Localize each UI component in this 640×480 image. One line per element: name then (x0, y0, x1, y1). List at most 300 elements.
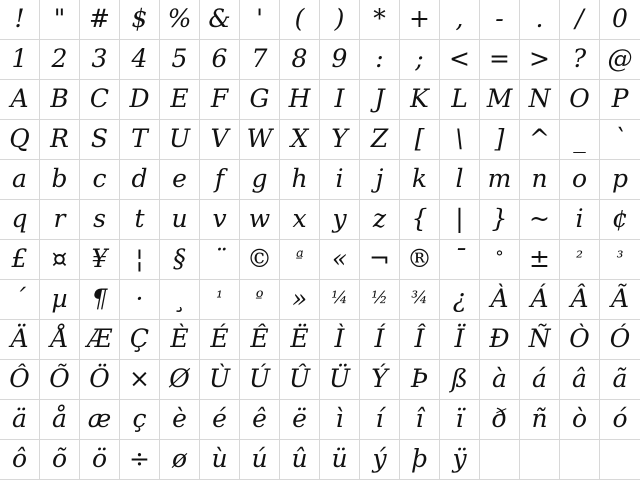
glyph-character: ! (14, 4, 25, 33)
glyph-cell[interactable] (280, 160, 320, 200)
glyph-cell[interactable] (160, 400, 200, 440)
glyph-character: Ú (248, 364, 271, 393)
glyph-character: ø (171, 444, 188, 473)
glyph-cell[interactable] (80, 40, 120, 80)
glyph-cell[interactable] (240, 320, 280, 360)
glyph-cell[interactable] (40, 240, 80, 280)
glyph-cell[interactable] (440, 440, 480, 480)
glyph-cell[interactable] (160, 80, 200, 120)
glyph-cell[interactable] (440, 200, 480, 240)
glyph-cell[interactable] (560, 440, 600, 480)
glyph-cell[interactable] (40, 0, 80, 40)
glyph-character: í (375, 404, 384, 433)
glyph-character: _ (573, 124, 586, 153)
glyph-character: ö (91, 444, 108, 473)
glyph-character: ¹ (216, 288, 223, 308)
glyph-character: { (411, 204, 428, 233)
glyph-cell[interactable] (120, 240, 160, 280)
glyph-cell[interactable] (80, 80, 120, 120)
glyph-cell[interactable] (400, 400, 440, 440)
glyph-cell[interactable] (280, 80, 320, 120)
glyph-cell[interactable] (320, 240, 360, 280)
glyph-cell[interactable] (200, 320, 240, 360)
glyph-cell[interactable] (0, 440, 40, 480)
glyph-character: ² (576, 248, 583, 268)
glyph-cell[interactable] (520, 440, 560, 480)
glyph-cell[interactable] (0, 280, 40, 320)
glyph-character: ä (12, 404, 27, 433)
glyph-cell[interactable] (120, 40, 160, 80)
glyph-character: Æ (86, 324, 113, 353)
glyph-cell[interactable] (320, 40, 360, 80)
glyph-cell[interactable] (520, 40, 560, 80)
glyph-cell[interactable] (480, 80, 520, 120)
glyph-character: E (170, 84, 189, 113)
glyph-cell[interactable] (40, 440, 80, 480)
glyph-cell[interactable] (240, 400, 280, 440)
glyph-character: V (210, 124, 229, 153)
glyph-character: Õ (49, 364, 70, 393)
glyph-character: h (291, 164, 308, 193)
glyph-character: * (373, 4, 386, 33)
glyph-character: Ï (454, 324, 465, 353)
glyph-character: F (210, 84, 229, 113)
glyph-cell[interactable] (200, 360, 240, 400)
glyph-cell[interactable] (80, 200, 120, 240)
glyph-cell[interactable] (440, 280, 480, 320)
glyph-character: 1 (11, 44, 28, 73)
glyph-cell[interactable] (200, 440, 240, 480)
glyph-character: è (172, 404, 187, 433)
glyph-cell[interactable] (120, 440, 160, 480)
glyph-character: $ (131, 4, 148, 33)
glyph-character: á (532, 364, 547, 393)
glyph-cell[interactable] (0, 320, 40, 360)
glyph-character: W (246, 124, 273, 153)
glyph-cell[interactable] (360, 240, 400, 280)
glyph-character: ì (335, 404, 344, 433)
glyph-character: % (167, 4, 192, 33)
glyph-character: § (173, 244, 186, 273)
glyph-character: Ó (609, 324, 631, 353)
glyph-cell[interactable] (0, 200, 40, 240)
glyph-cell[interactable] (160, 0, 200, 40)
glyph-cell[interactable] (0, 80, 40, 120)
glyph-character: Ä (10, 324, 29, 353)
glyph-cell[interactable] (80, 120, 120, 160)
glyph-cell[interactable] (160, 320, 200, 360)
glyph-character: m (487, 164, 512, 193)
glyph-cell[interactable] (480, 280, 520, 320)
glyph-character: Ò (569, 324, 590, 353)
glyph-cell[interactable] (360, 400, 400, 440)
glyph-cell[interactable] (480, 240, 520, 280)
glyph-character: Ý (371, 364, 388, 393)
glyph-cell[interactable] (360, 0, 400, 40)
glyph-cell[interactable] (360, 280, 400, 320)
glyph-character: ÷ (129, 444, 150, 473)
glyph-character: = (489, 44, 510, 73)
glyph-character: ý (372, 444, 387, 473)
glyph-cell[interactable] (600, 40, 640, 80)
glyph-cell[interactable] (600, 200, 640, 240)
glyph-cell[interactable] (0, 0, 40, 40)
glyph-cell[interactable] (240, 440, 280, 480)
glyph-cell[interactable] (600, 440, 640, 480)
glyph-cell[interactable] (440, 240, 480, 280)
glyph-cell[interactable] (600, 240, 640, 280)
glyph-cell[interactable] (520, 240, 560, 280)
glyph-cell[interactable] (320, 400, 360, 440)
glyph-character: Ü (328, 364, 351, 393)
glyph-character: C (89, 84, 110, 113)
glyph-cell[interactable] (120, 160, 160, 200)
glyph-character: Î (414, 324, 425, 353)
glyph-cell[interactable] (440, 160, 480, 200)
glyph-cell[interactable] (440, 320, 480, 360)
glyph-cell[interactable] (160, 40, 200, 80)
glyph-cell[interactable] (160, 280, 200, 320)
glyph-character: É (210, 324, 229, 353)
glyph-cell[interactable] (240, 40, 280, 80)
glyph-character: « (331, 244, 348, 273)
glyph-cell[interactable] (200, 0, 240, 40)
glyph-cell[interactable] (280, 440, 320, 480)
glyph-cell[interactable] (160, 440, 200, 480)
glyph-character: ¢ (612, 204, 628, 233)
glyph-character: Ë (290, 324, 309, 353)
glyph-cell[interactable] (40, 200, 80, 240)
glyph-cell[interactable] (120, 360, 160, 400)
glyph-character: ß (451, 364, 468, 393)
glyph-character: K (410, 84, 429, 113)
glyph-character: n (531, 164, 548, 193)
glyph-cell[interactable] (320, 80, 360, 120)
glyph-cell[interactable] (360, 320, 400, 360)
glyph-character: b (51, 164, 68, 193)
glyph-cell[interactable] (560, 200, 600, 240)
glyph-character: ` (613, 124, 627, 153)
glyph-character: & (208, 4, 231, 33)
glyph-cell[interactable] (600, 80, 640, 120)
glyph-cell[interactable] (520, 160, 560, 200)
glyph-cell[interactable] (400, 200, 440, 240)
glyph-cell[interactable] (200, 80, 240, 120)
glyph-cell[interactable] (280, 280, 320, 320)
glyph-cell[interactable] (0, 160, 40, 200)
glyph-cell[interactable] (480, 360, 520, 400)
glyph-character: G (249, 84, 270, 113)
glyph-character: ¼ (331, 288, 348, 308)
glyph-cell[interactable] (400, 80, 440, 120)
glyph-character: o (571, 164, 588, 193)
glyph-cell[interactable] (320, 120, 360, 160)
glyph-cell[interactable] (560, 0, 600, 40)
glyph-cell[interactable] (240, 80, 280, 120)
glyph-cell[interactable] (200, 400, 240, 440)
glyph-cell[interactable] (440, 80, 480, 120)
glyph-character: - (495, 4, 504, 33)
glyph-character: ] (494, 124, 505, 153)
glyph-character: ) (334, 4, 345, 33)
glyph-cell[interactable] (560, 320, 600, 360)
glyph-character: " (53, 4, 66, 33)
glyph-character: ó (612, 404, 628, 433)
glyph-character: ¶ (91, 284, 108, 313)
glyph-cell[interactable] (520, 280, 560, 320)
glyph-cell[interactable] (600, 400, 640, 440)
glyph-cell[interactable] (600, 160, 640, 200)
glyph-cell[interactable] (360, 160, 400, 200)
glyph-cell[interactable] (320, 160, 360, 200)
glyph-cell[interactable] (440, 120, 480, 160)
glyph-character: x (292, 204, 307, 233)
glyph-character: D (129, 84, 150, 113)
glyph-cell[interactable] (200, 160, 240, 200)
glyph-cell[interactable] (160, 160, 200, 200)
glyph-cell[interactable] (0, 360, 40, 400)
glyph-cell[interactable] (280, 40, 320, 80)
glyph-cell[interactable] (40, 160, 80, 200)
glyph-character: 5 (171, 44, 188, 73)
glyph-character: 6 (211, 44, 228, 73)
glyph-cell[interactable] (520, 360, 560, 400)
glyph-cell[interactable] (200, 40, 240, 80)
glyph-cell[interactable] (40, 80, 80, 120)
glyph-cell[interactable] (360, 40, 400, 80)
glyph-character: | (455, 204, 464, 233)
glyph-character: µ (51, 284, 68, 313)
glyph-cell[interactable] (80, 280, 120, 320)
glyph-character: ú (251, 444, 268, 473)
glyph-cell[interactable] (280, 320, 320, 360)
glyph-cell[interactable] (160, 360, 200, 400)
glyph-cell[interactable] (400, 40, 440, 80)
glyph-cell[interactable] (240, 240, 280, 280)
glyph-cell[interactable] (40, 400, 80, 440)
glyph-cell[interactable] (80, 240, 120, 280)
glyph-character: T (131, 124, 148, 153)
glyph-cell[interactable] (120, 80, 160, 120)
glyph-cell[interactable] (120, 120, 160, 160)
glyph-character: U (168, 124, 191, 153)
glyph-character: ± (529, 244, 550, 273)
glyph-character: Y (331, 124, 348, 153)
glyph-character: p (611, 164, 628, 193)
glyph-character: » (291, 284, 308, 313)
glyph-character: > (529, 44, 550, 73)
glyph-cell[interactable] (280, 360, 320, 400)
glyph-cell[interactable] (560, 240, 600, 280)
glyph-character: < (449, 44, 470, 73)
glyph-character: P (611, 84, 629, 113)
glyph-cell[interactable] (440, 40, 480, 80)
glyph-cell[interactable] (320, 320, 360, 360)
glyph-cell[interactable] (520, 0, 560, 40)
glyph-cell[interactable] (200, 240, 240, 280)
glyph-character: © (247, 244, 272, 273)
glyph-character: f (214, 164, 225, 193)
glyph-cell[interactable] (360, 80, 400, 120)
glyph-cell[interactable] (40, 280, 80, 320)
glyph-cell[interactable] (40, 40, 80, 80)
glyph-cell[interactable] (480, 120, 520, 160)
glyph-character: z (372, 204, 387, 233)
glyph-cell[interactable] (280, 240, 320, 280)
glyph-character: M (486, 84, 513, 113)
glyph-character: ³ (616, 248, 624, 268)
glyph-cell[interactable] (240, 360, 280, 400)
glyph-cell[interactable] (600, 360, 640, 400)
glyph-character: R (50, 124, 69, 153)
glyph-cell[interactable] (400, 280, 440, 320)
glyph-cell[interactable] (520, 400, 560, 440)
glyph-character: L (451, 84, 468, 113)
glyph-cell[interactable] (120, 400, 160, 440)
glyph-cell[interactable] (120, 320, 160, 360)
glyph-cell[interactable] (40, 320, 80, 360)
glyph-cell[interactable] (480, 320, 520, 360)
glyph-cell[interactable] (0, 40, 40, 80)
glyph-cell[interactable] (520, 120, 560, 160)
glyph-character: ( (294, 4, 305, 33)
glyph-character: ' (256, 4, 263, 33)
glyph-cell[interactable] (120, 0, 160, 40)
glyph-cell[interactable] (200, 120, 240, 160)
glyph-cell[interactable] (160, 240, 200, 280)
glyph-character: i (335, 164, 344, 193)
glyph-character: H (288, 84, 311, 113)
glyph-cell[interactable] (320, 0, 360, 40)
glyph-cell[interactable] (360, 120, 400, 160)
glyph-character: Ö (89, 364, 110, 393)
glyph-cell[interactable] (40, 120, 80, 160)
glyph-cell[interactable] (440, 360, 480, 400)
glyph-cell[interactable] (280, 200, 320, 240)
glyph-character: ü (331, 444, 348, 473)
glyph-cell[interactable] (480, 200, 520, 240)
glyph-cell[interactable] (240, 160, 280, 200)
glyph-character: ç (132, 404, 147, 433)
glyph-character: Û (288, 364, 311, 393)
glyph-character: Å (50, 324, 69, 353)
glyph-cell[interactable] (0, 400, 40, 440)
glyph-cell[interactable] (480, 40, 520, 80)
glyph-cell[interactable] (560, 400, 600, 440)
glyph-cell[interactable] (320, 360, 360, 400)
glyph-cell[interactable] (320, 200, 360, 240)
glyph-cell[interactable] (440, 0, 480, 40)
glyph-cell[interactable] (400, 320, 440, 360)
glyph-cell[interactable] (560, 360, 600, 400)
glyph-character: N (528, 84, 551, 113)
glyph-cell[interactable] (120, 200, 160, 240)
glyph-cell[interactable] (400, 0, 440, 40)
glyph-cell[interactable] (480, 440, 520, 480)
glyph-character: O (569, 84, 590, 113)
glyph-character: j (375, 164, 384, 193)
glyph-character: B (50, 84, 69, 113)
glyph-cell[interactable] (280, 0, 320, 40)
glyph-cell[interactable] (40, 360, 80, 400)
glyph-cell[interactable] (0, 120, 40, 160)
glyph-character: r (53, 204, 66, 233)
glyph-cell[interactable] (160, 200, 200, 240)
glyph-cell[interactable] (560, 120, 600, 160)
glyph-cell[interactable] (160, 120, 200, 160)
glyph-cell[interactable] (320, 440, 360, 480)
glyph-character: û (291, 444, 308, 473)
glyph-cell[interactable] (520, 80, 560, 120)
glyph-character: X (290, 124, 309, 153)
glyph-cell[interactable] (280, 400, 320, 440)
glyph-cell[interactable] (560, 40, 600, 80)
glyph-character: 9 (331, 44, 348, 73)
glyph-cell[interactable] (480, 400, 520, 440)
glyph-cell[interactable] (560, 160, 600, 200)
glyph-cell[interactable] (400, 160, 440, 200)
glyph-cell[interactable] (440, 400, 480, 440)
glyph-cell[interactable] (560, 280, 600, 320)
glyph-cell[interactable] (120, 280, 160, 320)
glyph-cell[interactable] (360, 440, 400, 480)
glyph-character: 0 (612, 4, 628, 33)
glyph-cell[interactable] (240, 280, 280, 320)
glyph-cell[interactable] (400, 240, 440, 280)
glyph-cell[interactable] (360, 360, 400, 400)
glyph-cell[interactable] (600, 0, 640, 40)
glyph-cell[interactable] (240, 0, 280, 40)
glyph-character: [ (414, 124, 425, 153)
glyph-cell[interactable] (280, 120, 320, 160)
glyph-character: õ (51, 444, 68, 473)
glyph-cell[interactable] (400, 120, 440, 160)
glyph-cell[interactable] (400, 360, 440, 400)
glyph-cell[interactable] (200, 200, 240, 240)
glyph-character: ; (415, 44, 424, 73)
glyph-cell[interactable] (0, 240, 40, 280)
glyph-cell[interactable] (600, 120, 640, 160)
glyph-cell[interactable] (80, 360, 120, 400)
glyph-cell[interactable] (80, 0, 120, 40)
glyph-character: i (575, 204, 584, 233)
glyph-cell[interactable] (520, 200, 560, 240)
glyph-cell[interactable] (520, 320, 560, 360)
glyph-cell[interactable] (240, 200, 280, 240)
glyph-cell[interactable] (360, 200, 400, 240)
glyph-character: : (375, 44, 384, 73)
glyph-cell[interactable] (80, 160, 120, 200)
glyph-cell[interactable] (320, 280, 360, 320)
glyph-cell[interactable] (80, 440, 120, 480)
glyph-cell[interactable] (480, 0, 520, 40)
glyph-cell[interactable] (240, 120, 280, 160)
glyph-cell[interactable] (560, 80, 600, 120)
glyph-cell[interactable] (200, 280, 240, 320)
glyph-character: Z (370, 124, 389, 153)
glyph-character: £ (11, 244, 28, 273)
glyph-cell[interactable] (600, 320, 640, 360)
glyph-cell[interactable] (600, 280, 640, 320)
glyph-character: × (129, 364, 150, 393)
glyph-character: ¥ (91, 244, 108, 273)
glyph-cell[interactable] (80, 320, 120, 360)
glyph-character: È (170, 324, 189, 353)
glyph-cell[interactable] (480, 160, 520, 200)
glyph-character: a (12, 164, 27, 193)
glyph-cell[interactable] (400, 440, 440, 480)
glyph-cell[interactable] (80, 400, 120, 440)
